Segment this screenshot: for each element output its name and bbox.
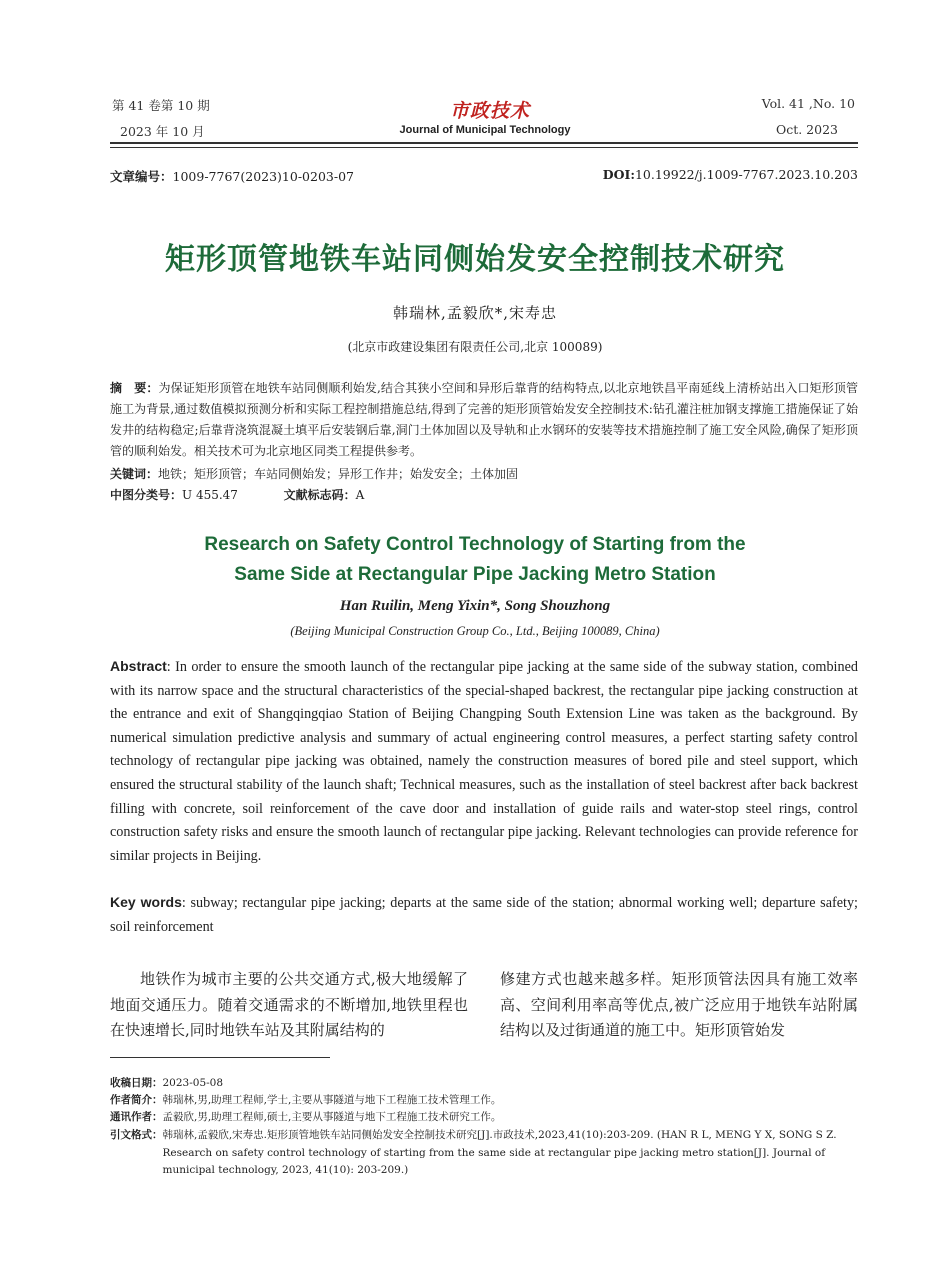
doi-label: DOI: [602, 167, 635, 182]
doc-code-label: 文献标志码： [283, 488, 356, 502]
keywords-en [110, 891, 858, 939]
journal-logo: 市政技术 [449, 100, 530, 122]
abstract-cn-label: 摘 要： [110, 381, 159, 395]
keywords-en-label: Key words [110, 894, 182, 910]
keywords-cn [110, 464, 858, 485]
affiliation-en: (Beijing Municipal Construction Group Co., Ltd., Beijing 100089, China) [290, 624, 660, 638]
abstract-cn-text: 为保证矩形顶管在地铁车站同侧顺利始发,结合其狭小空间和异形后靠背的结构特点,以北京地铁昌平南延线上清桥站出入口矩形顶管施工为背景,通过数值模拟预测分析和实际工程控制措施总结,得到了完善的矩形顶管始发安全控制技术:钻孔灌注桩加钢支撑施工措施保证了始发井的结构稳定;后靠背浇筑混凝土填平后安装钢后靠,洞门土体加固以及导轨和止水钢环的安装等技术措施控制了施工安全风险,确保了矩形顶管的顺利始发。相关技术可为北京地区同类工程提供参考。 [110, 381, 858, 458]
volume-en: Vol. 41 ,No. 10 [761, 96, 855, 111]
corresponding-label: 通讯作者： [110, 1111, 163, 1123]
volume-cn: 第 41 卷第 10 期 [112, 98, 210, 113]
footnote-corresponding [110, 1109, 858, 1127]
affiliation-cn: (北京市政建设集团有限责任公司,北京 100089) [347, 340, 603, 354]
footnote-author [110, 1092, 858, 1110]
body-column-right: 修建方式也越来越多样。矩形顶管法因具有施工效率高、空间利用率高等优点,被广泛应用于地铁车站附属结构以及过街通道的施工中。矩形顶管始发 [500, 970, 858, 1039]
doi-value: 10.19922/j.1009-7767.2023.10.203 [634, 167, 858, 182]
abstract-en [110, 655, 858, 868]
journal-title-en: Journal of Municipal Technology [399, 124, 571, 136]
abstract-en-text: : In order to ensure the smooth launch of the rectangular pipe jacking at the same side of the subway station, combined with its narrow space and the structural characteristics of the special-shaped backrest, the rectangular pipe jacking construction at the entrance and exit of Shangqingqiao Station of Beijing Changping South Extension Line was taken as the background. By numerical simulation predictive analysis and summary of actual engineering control measures, a perfect starting safety control technology of rectangular pipe jacking was obtained, namely the construction measures of bored pile and steel support, which ensured the structural stability of the launch shaft; Technical measures, such as the installation of steel backrest after back backrest filling with concrete, soil reinforcement of the cave door and installation of guide rails and water-stop steel rings, control construction safety risks and ensure the smooth launch of rectangular pipe jacking. Relevant technologies can provide reference for similar projects in Beijing. [110, 659, 858, 864]
title-cn: 矩形顶管地铁车站同侧始发安全控制技术研究 [165, 242, 785, 277]
footnote-received [110, 1075, 858, 1093]
keywords-cn-label: 关键词： [110, 467, 159, 481]
author-bio-label: 作者简介： [110, 1094, 163, 1106]
author-bio-value: 韩瑞林,男,助理工程师,学士,主要从事隧道与地下工程施工技术管理工作。 [162, 1094, 502, 1106]
article-number [110, 167, 354, 185]
date-cn: 2023 年 10 月 [120, 124, 205, 139]
abstract-cn [110, 378, 858, 462]
date-en: Oct. 2023 [775, 122, 838, 137]
clc-value: U 455.47 [182, 488, 238, 502]
title-en [0, 530, 950, 590]
header-rule-bottom [110, 147, 858, 148]
title-en-line2: Same Side at Rectangular Pipe Jacking Metro Station [234, 564, 716, 585]
article-number-label: 文章编号： [110, 169, 173, 184]
header-rule-top [110, 142, 858, 144]
citation-label: 引文格式： [110, 1129, 163, 1141]
footnote-citation [110, 1127, 858, 1180]
footnote-rule [110, 1057, 330, 1058]
title-en-line1: Research on Safety Control Technology of Starting from the [204, 534, 746, 555]
keywords-cn-text: 地铁；矩形顶管；车站同侧始发；异形工作井；始发安全；土体加固 [158, 467, 519, 481]
authors-cn: 韩瑞林,孟毅欣*,宋寿忠 [392, 304, 558, 322]
body-column-left: 地铁作为城市主要的公共交通方式,极大地缓解了地面交通压力。随着交通需求的不断增加,地铁里程也在快速增长,同时地铁车站及其附属结构的 [110, 970, 468, 1039]
doc-code-value: A [355, 488, 365, 502]
doi [603, 167, 858, 182]
citation-value: 韩瑞林,孟毅欣,宋寿忠.矩形顶管地铁车站同侧始发安全控制技术研究[J].市政技术,2023,41(10):203-209. (HAN R L, MENG Y X, SONG S Z. Research on safety control technology of starting from the same side at rectangular pipe jacking metro station[J]. Journal of municipal technology, 2023, 41(10): 203-209.) [162, 1129, 837, 1176]
corresponding-value: 孟毅欣,男,助理工程师,硕士,主要从事隧道与地下工程施工技术研究工作。 [162, 1111, 502, 1123]
received-label: 收稿日期： [110, 1077, 163, 1089]
abstract-en-label: Abstract [110, 658, 167, 674]
keywords-en-text: : subway; rectangular pipe jacking; departs at the same side of the station; abnormal working well; departure safety; soil reinforcement [110, 895, 858, 935]
clc-label: 中图分类号： [110, 488, 183, 502]
article-number-value: 1009-7767(2023)10-0203-07 [172, 169, 354, 184]
received-value: 2023-05-08 [162, 1077, 224, 1089]
classification-cn [110, 485, 858, 506]
authors-en: Han Ruilin, Meng Yixin*, Song Shouzhong [339, 598, 611, 614]
